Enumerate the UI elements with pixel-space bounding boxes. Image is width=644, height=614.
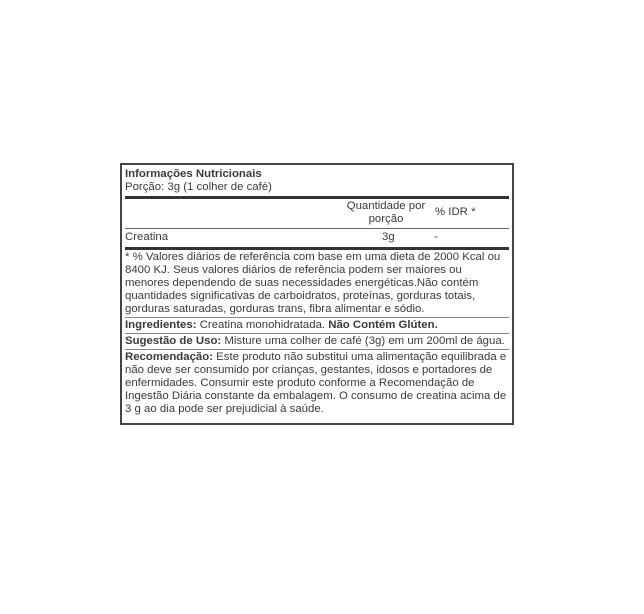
idr-header: % IDR *: [435, 206, 476, 218]
recommendation-label: Recomendação:: [125, 351, 213, 363]
table-header: [125, 199, 509, 228]
quantity-header: Quantidade por porção: [346, 200, 426, 225]
nutrient-name: Creatina: [125, 231, 169, 243]
portion-text: Porção: 3g (1 colher de café): [125, 181, 272, 193]
nutrient-amount: 3g: [382, 231, 395, 243]
table-row: [125, 229, 509, 245]
nutrient-idr: -: [434, 231, 438, 243]
usage-section: [125, 334, 509, 349]
ingredients-label: Ingredientes:: [125, 319, 197, 331]
usage-label: Sugestão de Uso:: [125, 335, 222, 347]
ingredients-text: Creatina monohidratada.: [199, 319, 326, 331]
footnote: * % Valores diários de referência com base em uma dieta de 2000 Kcal ou 8400 KJ. Seus valores diários de referência podem ser maiores ou menores dependendo de suas necessidades energéticas.Não contém quantidades significativas de carboidratos, proteínas, gorduras totais, gorduras saturadas, gorduras trans, fibra alimentar e sódio.: [125, 251, 501, 315]
usage-text: Misture uma colher de café (3g) em um 200ml de água.: [224, 335, 505, 347]
ingredients-section: [125, 318, 509, 333]
recommendation-text: Este produto não substitui uma alimentação equilibrada e não deve ser consumido por crianças, gestantes, idosos e portadores de enfermidades. Consumir este produto conforme a Recomendação de Ingestão Diária constante da embalagem. O consumo de creatina acima de 3 g ao dia pode ser prejudicial à saúde.: [125, 351, 507, 415]
label-title: Informações Nutricionais: [125, 168, 262, 180]
recommendation-section: [125, 350, 509, 417]
nutrition-facts-label: [120, 163, 514, 425]
gluten-note: Não Contém Glúten.: [328, 319, 438, 331]
